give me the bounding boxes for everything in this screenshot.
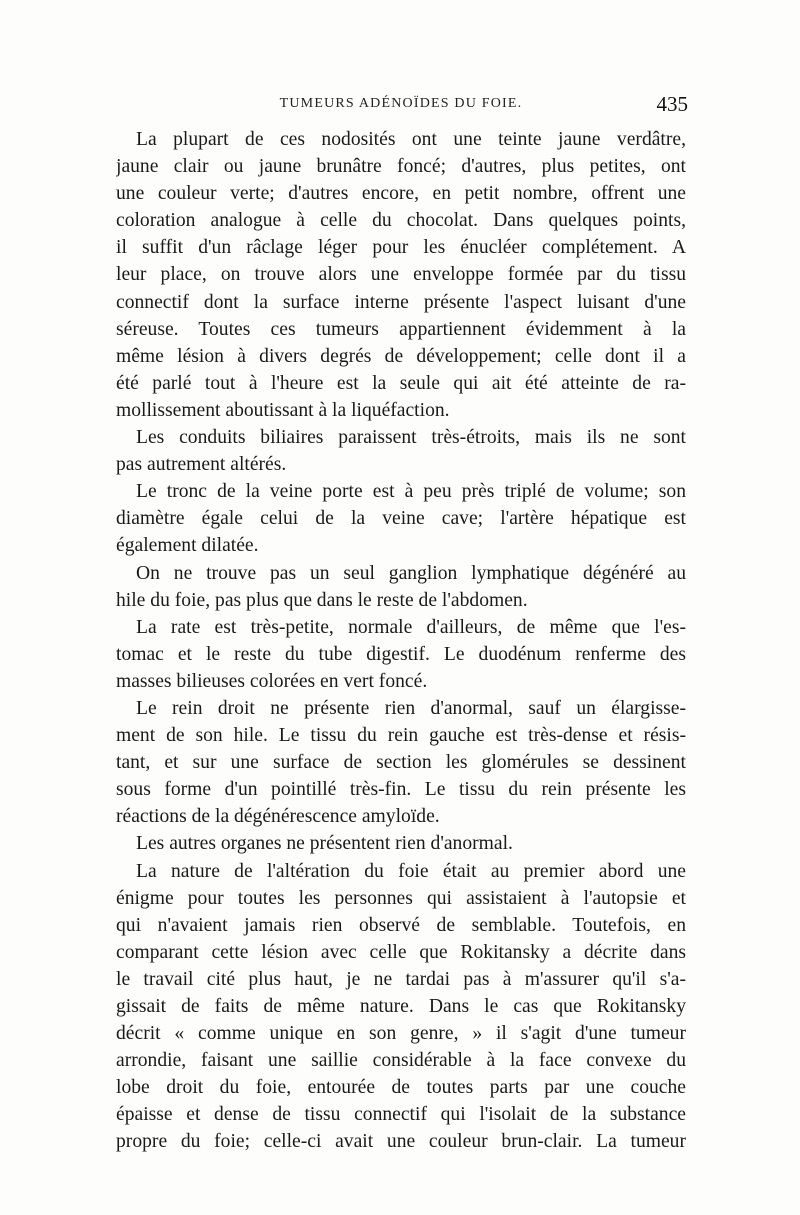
text-line: même lésion à divers degrés de développement; celle dont il a	[116, 345, 686, 367]
text-line: pas autrement altérés.	[116, 454, 287, 476]
text-line: La plupart de ces nodosités ont une teinte jaune verdâtre,	[136, 129, 686, 150]
text-line: tomac et le reste du tube digestif. Le duodénum renferme des	[116, 643, 686, 665]
running-title: TUMEURS ADÉNOÏDES DU FOIE.	[279, 96, 523, 111]
text-line: gissait de faits de même nature. Dans le cas que Rokitansky	[116, 996, 686, 1017]
text-line: épaisse et dense de tissu connectif qui l'isolait de la substance	[116, 1104, 686, 1126]
text-line: jaune clair ou jaune brunâtre foncé; d'autres, plus petites, ont	[116, 156, 686, 178]
text-line: le travail cité plus haut, je ne tardai pas à m'assurer qu'il s'a-	[116, 968, 686, 990]
text-line: qui n'avaient jamais rien observé de semblable. Toutefois, en	[116, 914, 686, 936]
text-line: On ne trouve pas un seul ganglion lymphatique dégénéré au	[136, 562, 686, 584]
text-line: réactions de la dégénérescence amyloïde.	[116, 806, 440, 828]
text-line: La nature de l'altération du foie était au premier abord une	[136, 860, 686, 882]
text-line: tant, et sur une surface de section les glomérules se dessinent	[116, 752, 686, 774]
text-line: été parlé tout à l'heure est la seule qui ait été atteinte de ra-	[116, 372, 686, 394]
text-line: Les autres organes ne présentent rien d'anormal.	[136, 833, 513, 855]
text-line: arrondie, faisant une saillie considérable à la face convexe du	[116, 1050, 686, 1072]
text-line: La rate est très-petite, normale d'ailleurs, de même que l'es-	[136, 616, 686, 638]
text-line: lobe droit du foie, entourée de toutes parts par une couche	[116, 1077, 686, 1099]
text-line: décrit « comme unique en son genre, » il s'agit d'une tumeur	[116, 1023, 686, 1045]
text-line: également dilatée.	[116, 535, 259, 557]
text-line: comparant cette lésion avec celle que Rokitansky a décrite dans	[116, 941, 686, 963]
text-line: sous forme d'un pointillé très-fin. Le tissu du rein présente les	[116, 779, 686, 801]
text-line: énigme pour toutes les personnes qui assistaient à l'autopsie et	[116, 887, 686, 909]
text-line: coloration analogue à celle du chocolat. Dans quelques points,	[116, 210, 686, 232]
text-line: il suffit d'un râclage léger pour les énucléer complétement. A	[116, 237, 686, 259]
text-line: propre du foie; celle-ci avait une couleur brun-clair. La tumeur	[116, 1131, 686, 1153]
text-line: Le rein droit ne présente rien d'anormal, sauf un élargisse-	[136, 697, 686, 719]
text-line: Les conduits biliaires paraissent très-étroits, mais ils ne sont	[136, 427, 686, 449]
text-line: diamètre égale celui de la veine cave; l'artère hépatique est	[116, 508, 686, 530]
text-line: ment de son hile. Le tissu du rein gauche est très-dense et résis-	[116, 725, 686, 747]
text-line: leur place, on trouve alors une enveloppe formée par du tissu	[116, 264, 686, 286]
text-line: une couleur verte; d'autres encore, en petit nombre, offrent une	[116, 183, 686, 205]
text-line: connectif dont la surface interne présente l'aspect luisant d'une	[116, 291, 686, 313]
page-number: 435	[656, 92, 688, 116]
text-line: masses bilieuses colorées en vert foncé.	[116, 670, 428, 692]
running-head	[116, 94, 686, 120]
text-line: séreuse. Toutes ces tumeurs appartiennent évidemment à la	[116, 318, 686, 340]
text-line: hile du foie, pas plus que dans le reste de l'abdomen.	[116, 589, 528, 611]
body-text	[116, 126, 686, 1156]
text-line: mollissement aboutissant à la liquéfaction.	[116, 399, 450, 421]
text-line: Le tronc de la veine porte est à peu près triplé de volume; son	[136, 481, 686, 503]
